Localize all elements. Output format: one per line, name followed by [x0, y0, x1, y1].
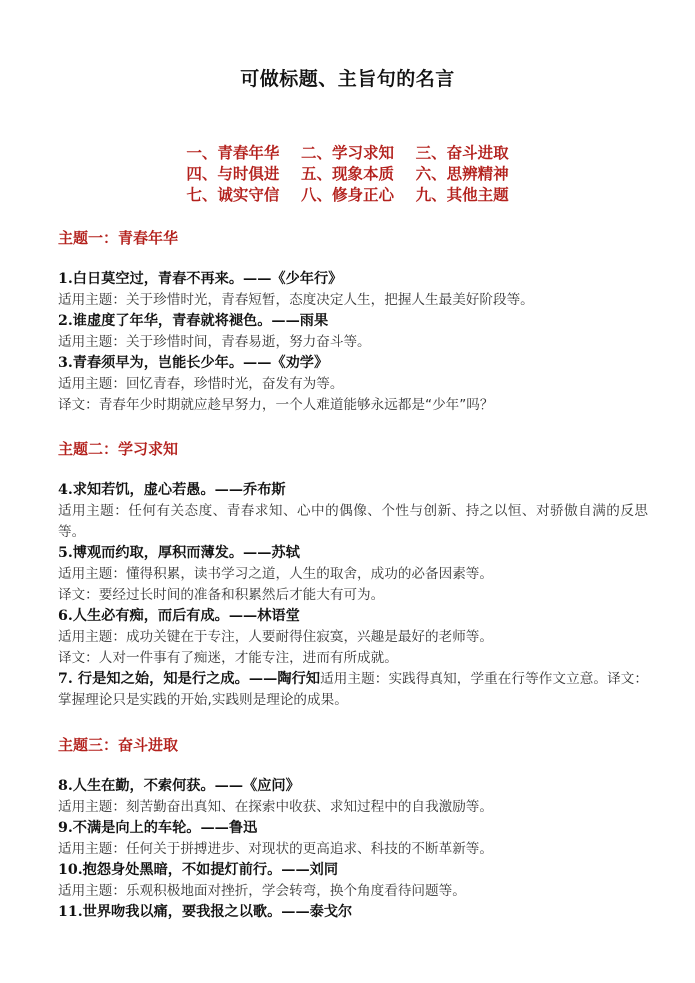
- note-line: 适用主题：乐观积极地面对挫折，学会转弯，换个角度看待问题等。: [58, 883, 466, 899]
- topic-index: [0, 142, 695, 205]
- note-line: 适用主题：刻苦勤奋出真知、在探索中收获、求知过程中的自我激励等。: [58, 799, 493, 815]
- quote-line: 4.求知若饥，虚心若愚。——乔布斯: [58, 482, 286, 498]
- translation-line: 译文：要经过长时间的准备和积累然后才能大有可为。: [58, 587, 385, 603]
- quote-line: 5.博观而约取，厚积而薄发。——苏轼: [58, 545, 300, 561]
- topic-index-row: 四、与时俱进 五、现象本质 六、思辨精神: [186, 164, 509, 183]
- section-heading: 主题三：奋斗进取: [58, 736, 179, 754]
- translation-line: 译文：青春年少时期就应趁早努力，一个人难道能够永远都是“少年”吗？: [58, 397, 494, 413]
- quote-line: 1.白日莫空过，青春不再来。——《少年行》: [58, 271, 343, 287]
- quote-line: 8.人生在勤，不索何获。——《应问》: [58, 778, 300, 794]
- note-line: 适用主题：任何有关态度、青春求知、心中的偶像、个性与创新、持之以恒、对骄傲自满的反思等。: [58, 503, 648, 540]
- section-heading: 主题一：青春年华: [58, 229, 179, 247]
- section-youth: [58, 228, 648, 416]
- topic-index-row: 一、青春年华 二、学习求知 三、奋斗进取: [186, 143, 509, 162]
- topic-index-row: 七、诚实守信 八、修身正心 九、其他主题: [186, 185, 509, 204]
- note-line: 适用主题：懂得积累，读书学习之道，人生的取舍，成功的必备因素等。: [58, 566, 493, 582]
- quote-line: 3.青春须早为，岂能长少年。——《劝学》: [58, 355, 329, 371]
- note-line: 适用主题：回忆青春，珍惜时光，奋发有为等。: [58, 376, 344, 392]
- quote-line: 11.世界吻我以痛，要我报之以歌。——泰戈尔: [58, 904, 353, 920]
- note-line: 适用主题：任何关于拼搏进步、对现状的更高追求、科技的不断革新等。: [58, 841, 493, 857]
- section-striving: [58, 735, 648, 923]
- quote-line: 10.抱怨身处黑暗，不如提灯前行。——刘同: [58, 862, 339, 878]
- section-learning: [58, 439, 648, 711]
- section-heading: 主题二：学习求知: [58, 440, 179, 458]
- note-line: 适用主题：成功关键在于专注，人要耐得住寂寞，兴趣是最好的老师等。: [58, 629, 493, 645]
- translation-line: 译文：人对一件事有了痴迷，才能专注，进而有所成就。: [58, 650, 398, 666]
- quote-line: 6.人生必有痴，而后有成。——林语堂: [58, 608, 300, 624]
- quote-line: 9.不满是向上的车轮。——鲁迅: [58, 820, 258, 836]
- document-title: 可做标题、主旨句的名言: [240, 68, 455, 90]
- note-line: 适用主题：关于珍惜时间，青春易逝，努力奋斗等。: [58, 334, 371, 350]
- quote-line: 7. 行是知之始，知是行之成。——陶行知适用主题：实践得真知，学重在行等作文立意。译文：掌握理论只是实践的开始,实践则是理论的成果。: [58, 671, 648, 708]
- note-line: 适用主题：关于珍惜时光，青春短暂，态度决定人生，把握人生最美好阶段等。: [58, 292, 534, 308]
- quote-line: 2.谁虚度了年华，青春就将褪色。——雨果: [58, 313, 329, 329]
